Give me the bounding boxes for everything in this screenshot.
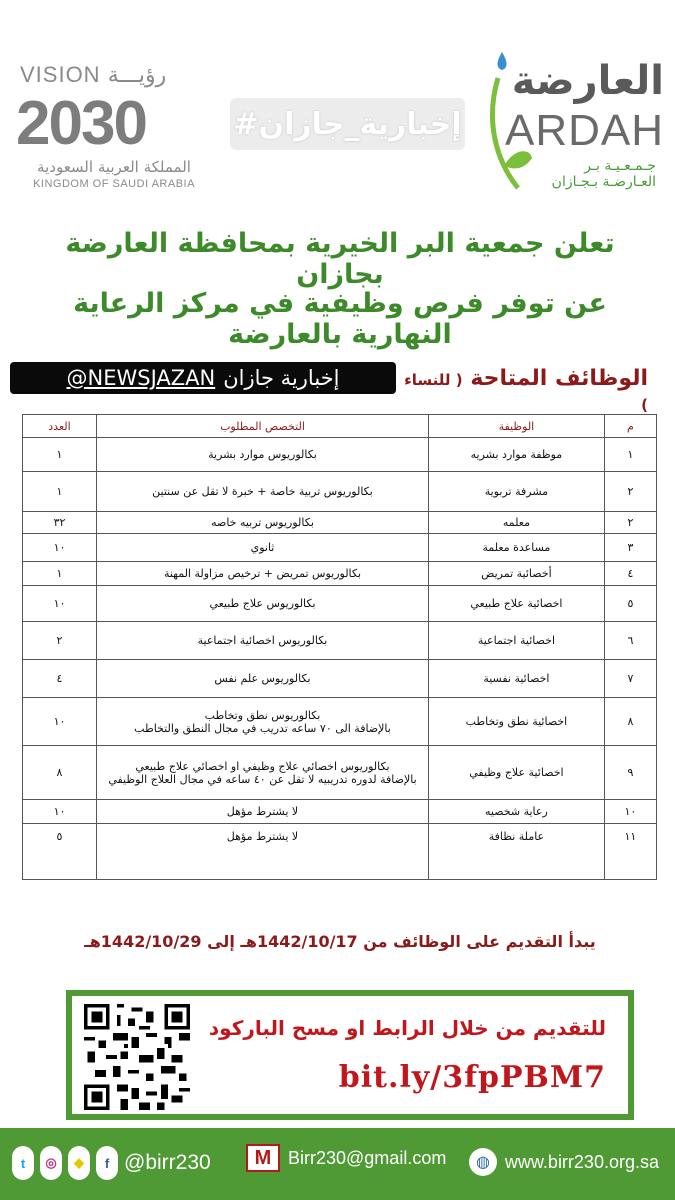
row-count: ١٠ bbox=[23, 800, 97, 824]
qr-code[interactable] bbox=[84, 1004, 190, 1110]
row-count: ٣٢ bbox=[23, 512, 97, 534]
row-job: رعاية شخصيه bbox=[429, 800, 605, 824]
row-job: مشرفة تربوية bbox=[429, 472, 605, 512]
row-job: اخصائية نطق وتخاطب bbox=[429, 698, 605, 746]
apply-link[interactable]: bit.ly/3fpPBM7 bbox=[338, 1060, 606, 1095]
table-row bbox=[23, 562, 657, 586]
row-job: اخصائية علاج وظيفي bbox=[429, 746, 605, 800]
row-count: ٨ bbox=[23, 746, 97, 800]
row-num: ٦ bbox=[604, 622, 656, 660]
globe-icon: ◍ bbox=[469, 1148, 497, 1176]
table-row bbox=[23, 534, 657, 562]
email-contact bbox=[246, 1144, 446, 1172]
row-job: عاملة نظافة bbox=[429, 824, 605, 880]
org-name-arabic: العارضة bbox=[511, 58, 664, 104]
available-jobs-label: الوظائف المتاحة bbox=[470, 366, 648, 391]
row-spec-line1: بكالوريوس نطق وتخاطب bbox=[204, 708, 321, 722]
row-num: ٥ bbox=[604, 586, 656, 622]
row-spec: ثانوي bbox=[96, 534, 428, 562]
org-name-english: ARDAH bbox=[504, 106, 664, 155]
vision-label: VISION رؤيـــة bbox=[20, 62, 167, 87]
twitter-handle[interactable]: @NEWSJAZAN bbox=[66, 366, 216, 390]
row-num: ١ bbox=[604, 438, 656, 472]
row-num: ٧ bbox=[604, 660, 656, 698]
application-dates: يبدأ التقديم على الوظائف من 1442/10/17هـ إلى 1442/10/29هـ bbox=[84, 932, 596, 951]
hashtag-banner: #إخبارية_جازان bbox=[230, 98, 465, 150]
row-spec: بكالوريوس تربية خاصة + خبرة لا تقل عن سنتين bbox=[96, 472, 428, 512]
table-row bbox=[23, 746, 657, 800]
row-spec: لا يشترط مؤهل bbox=[96, 800, 428, 824]
row-count: ١ bbox=[23, 472, 97, 512]
news-handle-bar bbox=[10, 362, 396, 394]
row-num: ١٠ bbox=[604, 800, 656, 824]
row-spec: بكالوريوس اخصائية اجتماعية bbox=[96, 622, 428, 660]
row-spec-line2: بالإضافة لدوره تدريبيه لا تقل عن ٤٠ ساعه في مجال العلاج الوظيفي bbox=[108, 772, 417, 786]
vision-year: 2030 bbox=[16, 89, 146, 158]
row-spec-line2: بالإضافة الى ٧٠ ساعه تدريب في مجال النطق والتخاطب bbox=[134, 721, 391, 735]
instagram-icon[interactable]: ◎ bbox=[40, 1146, 62, 1180]
table-row bbox=[23, 512, 657, 534]
table-row bbox=[23, 824, 657, 880]
jobs-table bbox=[22, 414, 657, 880]
women-qualifier: ( للنساء ) bbox=[404, 371, 648, 414]
row-job: اخصائية نفسية bbox=[429, 660, 605, 698]
social-handle[interactable]: @birr230 bbox=[124, 1151, 211, 1174]
row-count: ٥ bbox=[23, 824, 97, 880]
social-links bbox=[12, 1146, 211, 1180]
available-jobs-title bbox=[402, 366, 648, 416]
table-header-row bbox=[23, 415, 657, 438]
row-spec-line1: بكالوريوس اخصائي علاج وظيفي او اخصائي علاج طبيعي bbox=[135, 759, 390, 773]
row-spec bbox=[96, 746, 428, 800]
row-num: ٩ bbox=[604, 746, 656, 800]
header-spec: التخصص المطلوب bbox=[96, 415, 428, 438]
table-row bbox=[23, 586, 657, 622]
row-spec: بكالوريوس علم نفس bbox=[96, 660, 428, 698]
org-subtitle-line2: العـارضـة بـجـازان bbox=[551, 174, 656, 190]
row-num: ٣ bbox=[604, 534, 656, 562]
row-num: ١١ bbox=[604, 824, 656, 880]
ardah-logo bbox=[480, 40, 670, 195]
row-job: اخصائية اجتماعية bbox=[429, 622, 605, 660]
header-job: الوظيفة bbox=[429, 415, 605, 438]
table-row bbox=[23, 438, 657, 472]
row-spec: بكالوريوس تربيه خاصه bbox=[96, 512, 428, 534]
news-name: إخبارية جازان bbox=[223, 366, 340, 390]
email-address[interactable]: Birr230@gmail.com bbox=[288, 1147, 447, 1168]
facebook-icon[interactable]: f bbox=[96, 1146, 118, 1180]
footer bbox=[0, 1128, 675, 1200]
website-url[interactable]: www.birr230.org.sa bbox=[504, 1151, 659, 1172]
apply-box bbox=[66, 990, 634, 1120]
row-job: معلمه bbox=[429, 512, 605, 534]
row-job: موظفة موارد بشريه bbox=[429, 438, 605, 472]
row-spec bbox=[96, 698, 428, 746]
kingdom-arabic: المملكة العربية السعودية bbox=[37, 158, 191, 176]
header-count: العدد bbox=[23, 415, 97, 438]
row-spec: لا يشترط مؤهل bbox=[96, 824, 428, 880]
row-count: ١٠ bbox=[23, 534, 97, 562]
vision-2030-logo bbox=[14, 58, 214, 198]
table-row bbox=[23, 622, 657, 660]
row-num: ٨ bbox=[604, 698, 656, 746]
row-count: ١ bbox=[23, 438, 97, 472]
row-count: ٢ bbox=[23, 622, 97, 660]
table-row bbox=[23, 800, 657, 824]
website-contact bbox=[469, 1148, 659, 1176]
table-row bbox=[23, 698, 657, 746]
apply-instructions: للتقديم من خلال الرابط او مسح الباركود bbox=[208, 1016, 606, 1040]
org-subtitle-line1: جـمـعـيـة بـر bbox=[584, 158, 656, 174]
row-job: اخصائية علاج طبيعي bbox=[429, 586, 605, 622]
row-num: ٢ bbox=[604, 472, 656, 512]
table-row bbox=[23, 660, 657, 698]
table-row bbox=[23, 472, 657, 512]
row-count: ٤ bbox=[23, 660, 97, 698]
row-count: ١ bbox=[23, 562, 97, 586]
announcement-line2: عن توفر فرص وظيفية في مركز الرعاية النهارية بالعارضة bbox=[73, 288, 607, 350]
row-spec: بكالوريوس علاج طبيعي bbox=[96, 586, 428, 622]
row-num: ٤ bbox=[604, 562, 656, 586]
row-count: ١٠ bbox=[23, 586, 97, 622]
twitter-icon[interactable]: t bbox=[12, 1146, 34, 1180]
snapchat-icon[interactable]: ◆ bbox=[68, 1146, 90, 1180]
row-spec: بكالوريوس موارد بشرية bbox=[96, 438, 428, 472]
org-subtitle bbox=[552, 158, 656, 190]
announcement-line1: تعلن جمعية البر الخيرية بمحافظة العارضة بجازان bbox=[65, 228, 615, 290]
row-job: مساعدة معلمة bbox=[429, 534, 605, 562]
row-count: ١٠ bbox=[23, 698, 97, 746]
row-job: أخصائية تمريض bbox=[429, 562, 605, 586]
row-num: ٢ bbox=[604, 512, 656, 534]
header-num: م bbox=[604, 415, 656, 438]
kingdom-english: KINGDOM OF SAUDI ARABIA bbox=[33, 178, 195, 190]
mail-icon: M bbox=[246, 1144, 280, 1172]
row-spec: بكالوريوس تمريض + ترخيص مزاولة المهنة bbox=[96, 562, 428, 586]
